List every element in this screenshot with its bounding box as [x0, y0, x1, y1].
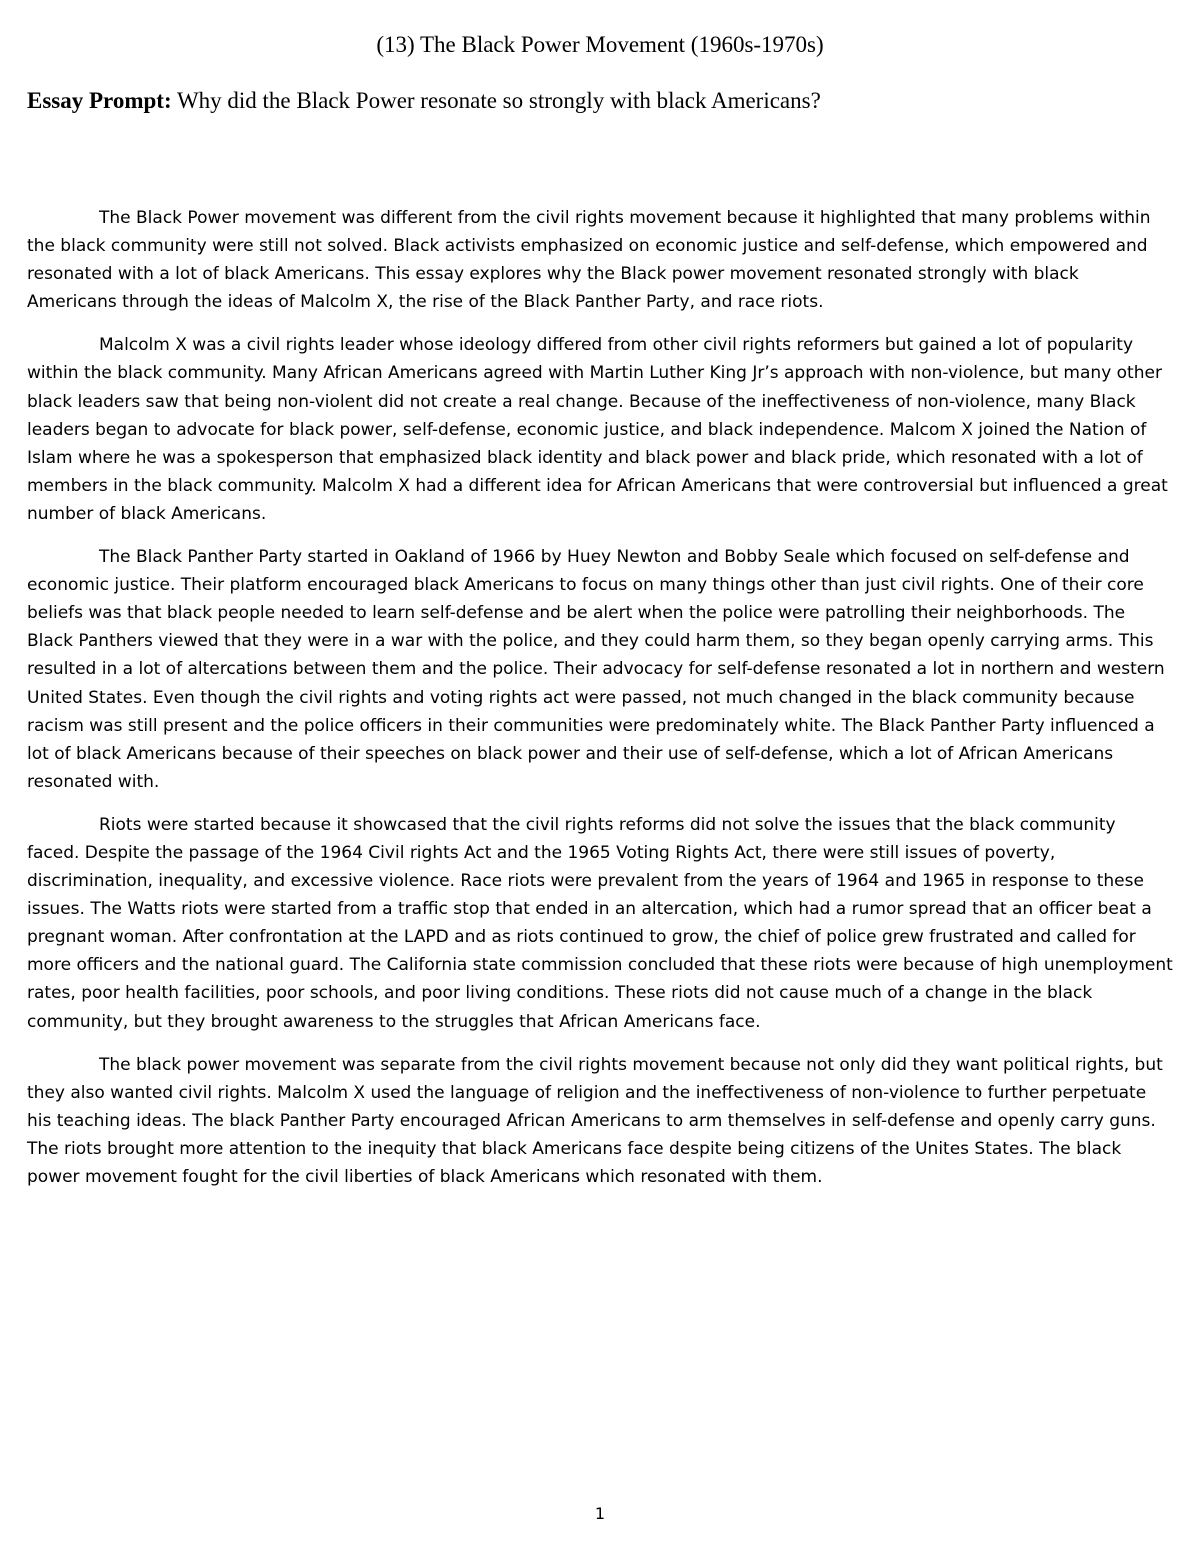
essay-paragraph-riots: Riots were started because it showcased that the civil rights reforms did not solve the issues that the black community faced. Despite the passage of the 1964 Civil rights Act and the 1965 Voting Rights Act, there were still issues of poverty, discrimination, inequality, and excessive violence. Race riots were prevalent from the years of 1964 and 1965 in response to these issues. The Watts riots were started from a traffic stop that ended in an altercation, which had a rumor spread that an officer beat a pregnant woman. After confrontation at the LAPD and as riots continued to grow, the chief of police grew frustrated and called for more officers and the national guard. The California state commission concluded that these riots were because of high unemployment rates, poor health facilities, poor schools, and poor living conditions. These riots did not cause much of a change in the black community, but they brought awareness to the struggles that African Americans face. — [27, 814, 1173, 1032]
essay-prompt-text: Why did the Black Power resonate so strongly with black Americans? — [171, 88, 821, 113]
essay-prompt — [27, 86, 1177, 116]
essay-prompt-label: Essay Prompt: — [27, 88, 172, 113]
essay-paragraph-malcolm-x: Malcolm X was a civil rights leader whose ideology differed from other civil rights reformers but gained a lot of popularity within the black community. Many African Americans agreed with Martin Luther King Jr’s approach with non-violence, but many other black leaders saw that being non-violent did not create a real change. Because of the ineffectiveness of non-violence, many Black leaders began to advocate for black power, self-defense, economic justice, and black independence. Malcom X joined the Nation of Islam where he was a spokesperson that emphasized black identity and black power and black pride, which resonated with a lot of members in the black community. Malcolm X had a different idea for African Americans that were controversial but influenced a great number of black Americans. — [27, 335, 1168, 524]
essay-paragraph-introduction: The Black Power movement was different from the civil rights movement because it highlighted that many problems within the black community were still not solved. Black activists emphasized on economic justice and self-defense, which empowered and resonated with a lot of black Americans. This essay explores why the Black power movement resonated strongly with black Americans through the ideas of Malcolm X, the rise of the Black Panther Party, and race riots. — [27, 208, 1151, 313]
essay-paragraph-conclusion: The black power movement was separate from the civil rights movement because not only did they want political rights, but they also wanted civil rights. Malcolm X used the language of religion and the ineffectiveness of non-violence to further perpetuate his teaching ideas. The black Panther Party encouraged African Americans to arm themselves in self-defense and openly carry guns. The riots brought more attention to the inequity that black Americans face despite being citizens of the Unites States. The black power movement fought for the civil liberties of black Americans which resonated with them. — [27, 1054, 1163, 1187]
essay-body — [27, 204, 1173, 1206]
page-number: 1 — [594, 1504, 606, 1523]
page-title: (13) The Black Power Movement (1960s-1970s) — [376, 32, 824, 57]
essay-paragraph-black-panther-party: The Black Panther Party started in Oakland of 1966 by Huey Newton and Bobby Seale which focused on self-defense and economic justice. Their platform encouraged black Americans to focus on many things other than just civil rights. One of their core beliefs was that black people needed to learn self-defense and be alert when the police were patrolling their neighborhoods. The Black Panthers viewed that they were in a war with the police, and they could harm them, so they began openly carrying arms. This resulted in a lot of altercations between them and the police. Their advocacy for self-defense resonated a lot in northern and western United States. Even though the civil rights and voting rights act were passed, not much changed in the black community because racism was still present and the police officers in their communities were predominately white. The Black Panther Party influenced a lot of black Americans because of their speeches on black power and their use of self-defense, which a lot of African Americans resonated with. — [27, 547, 1165, 792]
